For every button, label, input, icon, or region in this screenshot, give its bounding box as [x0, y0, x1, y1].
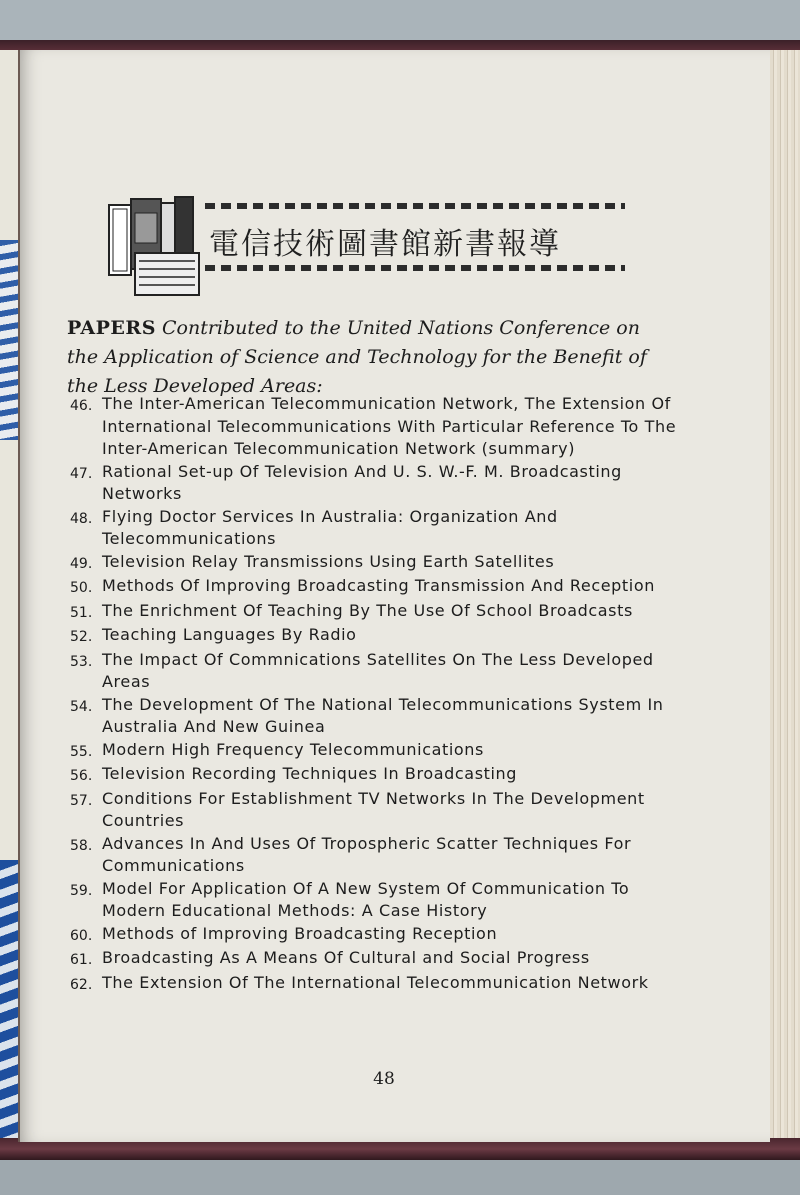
entry-title: Model For Application Of A New System Of Communication To Modern Educational Methods: A Case History — [102, 878, 630, 920]
entry-title: The Enrichment Of Teaching By The Use Of School Broadcasts — [102, 600, 633, 620]
list-item — [70, 649, 680, 694]
list-item — [70, 947, 680, 972]
list-item — [70, 788, 680, 833]
entry-title: Rational Set-up Of Television And U. S. W.-F. M. Broadcasting Networks — [102, 461, 622, 503]
intro-text: Contributed to the United Nations Conference on the Application of Science and Technology for the Benefit of the Less Developed Areas: — [67, 317, 647, 397]
list-item — [70, 878, 680, 923]
entry-title: The Inter-American Telecommunication Network, The Extension Of International Telecommunications With Particular Reference To The Inter-American Telecommunication Network (summary) — [102, 394, 677, 458]
entry-number: 57. — [70, 792, 93, 809]
header-dash-top — [205, 203, 625, 209]
list-item — [70, 551, 680, 576]
entry-number: 48. — [70, 510, 93, 527]
paper-list — [70, 393, 680, 996]
header-dash-bottom — [205, 265, 625, 271]
entry-title: Television Relay Transmissions Using Earth Satellites — [102, 551, 555, 571]
list-item — [70, 694, 680, 739]
entry-title: Methods of Improving Broadcasting Reception — [102, 923, 498, 943]
entry-number: 49. — [70, 555, 93, 572]
entry-number: 56. — [70, 768, 93, 784]
entry-title: The Development Of The National Telecommunications System In Australia And New Guinea — [102, 694, 664, 736]
entry-title: Broadcasting As A Means Of Cultural and Social Progress — [102, 948, 590, 967]
list-item — [70, 600, 680, 625]
list-item — [70, 833, 680, 878]
entry-number: 46. — [70, 398, 93, 414]
list-item — [70, 739, 680, 764]
list-item — [70, 575, 680, 600]
entry-title: The Extension Of The International Telecommunication Network — [102, 972, 649, 992]
list-item — [70, 506, 680, 551]
left-page-edge — [0, 50, 20, 1145]
entry-number: 62. — [70, 976, 93, 993]
left-page-illustration-lower — [0, 860, 20, 1145]
entry-title: Methods Of Improving Broadcasting Transmission And Reception — [102, 576, 655, 595]
left-page-illustration — [0, 240, 20, 440]
list-item — [70, 763, 680, 788]
entry-title: Modern High Frequency Telecommunications — [102, 739, 484, 759]
entry-number: 59. — [70, 882, 93, 899]
entry-number: 53. — [70, 653, 93, 670]
entry-title: Conditions For Establishment TV Networks In The Development Countries — [102, 788, 645, 830]
intro-lead: PAPERS — [67, 317, 156, 339]
entry-number: 47. — [70, 465, 93, 482]
entry-title: Flying Doctor Services In Australia: Organization And Telecommunications — [102, 506, 558, 548]
header-title: 電信技術圖書館新書報導 — [209, 227, 561, 262]
list-item — [70, 923, 680, 948]
books-icon — [105, 195, 205, 300]
entry-number: 51. — [70, 604, 93, 621]
section-header — [105, 195, 630, 305]
entry-title: Television Recording Techniques In Broadcasting — [102, 764, 518, 783]
entry-number: 54. — [70, 698, 93, 715]
entry-number: 52. — [70, 629, 93, 645]
entry-number: 50. — [70, 580, 93, 596]
list-item — [70, 624, 680, 649]
list-item — [70, 393, 680, 461]
entry-title: Teaching Languages By Radio — [102, 625, 357, 644]
entry-title: Advances In And Uses Of Tropospheric Scatter Techniques For Communications — [102, 833, 632, 875]
entry-title: The Impact Of Commnications Satellites On The Less Developed Areas — [102, 649, 654, 691]
page-number: 48 — [373, 1069, 395, 1089]
entry-number: 55. — [70, 743, 93, 760]
entry-number: 58. — [70, 837, 93, 854]
list-item — [70, 461, 680, 506]
intro-paragraph — [67, 314, 677, 401]
entry-number: 60. — [70, 927, 93, 944]
list-item — [70, 972, 680, 997]
entry-number: 61. — [70, 952, 93, 968]
